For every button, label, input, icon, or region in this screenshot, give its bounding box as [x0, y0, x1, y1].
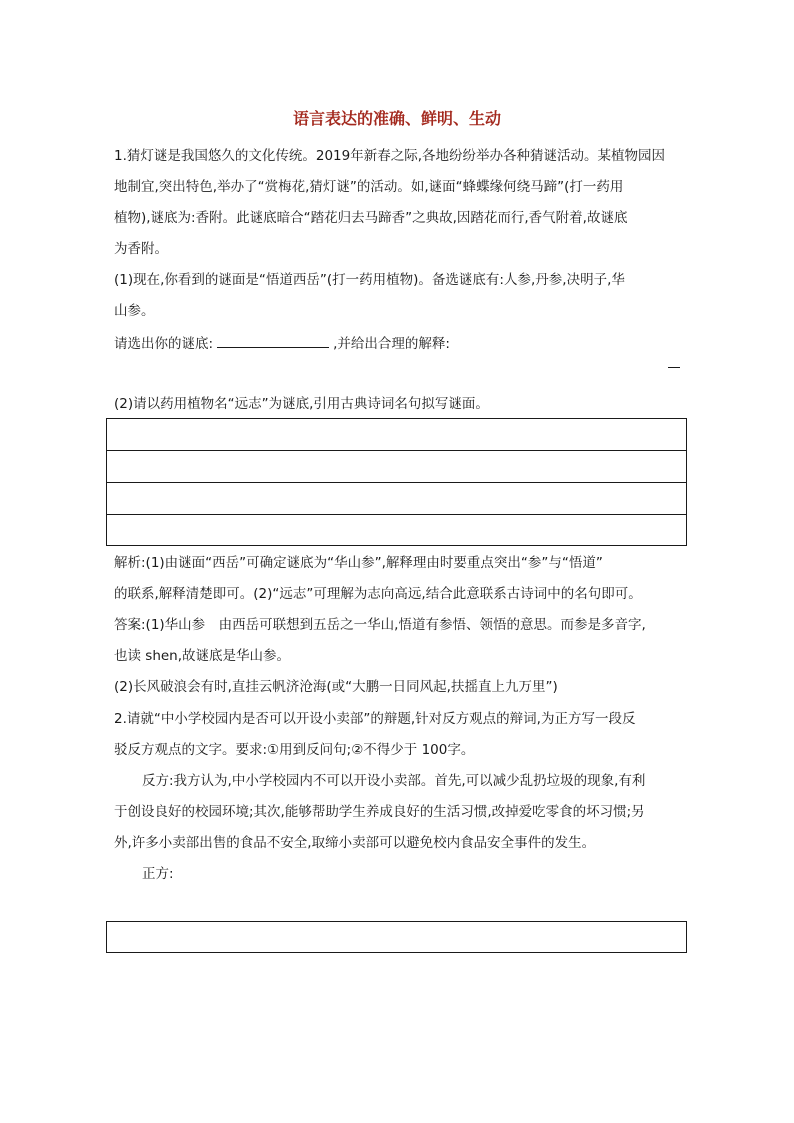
prompt-after: ,并给出合理的解释: [333, 336, 450, 352]
q1-sub1-line-2: 山参。 [114, 303, 155, 319]
opponent-line-3: 外,许多小卖部出售的食品不安全,取缔小卖部可以避免校内食品安全事件的发生。 [114, 835, 596, 851]
writing-line[interactable] [107, 451, 686, 483]
analysis-line-2: 的联系,解释清楚即可。(2)“远志”可理解为志向高远,结合此意联系古诗词中的名句即可。 [114, 586, 642, 602]
rebuttal-writing-box[interactable] [106, 921, 687, 953]
q1-line-2: 地制宜,突出特色,举办了“赏梅花,猜灯谜”的活动。如,谜面“蜂蝶缘何绕马蹄”(打一药用 [114, 179, 624, 195]
answer-line-1: 答案:(1)华山参 由西岳可联想到五岳之一华山,悟道有参悟、领悟的意思。而参是多音字, [114, 617, 646, 633]
answer-prompt-line [114, 333, 450, 354]
prompt-before: 请选出你的谜底: [114, 336, 214, 352]
answer-blank[interactable] [217, 333, 329, 348]
q1-line-4: 为香附。 [114, 241, 168, 257]
answer-line-3: (2)长风破浪会有时,直挂云帆济沧海(或“大鹏一日同风起,扶摇直上九万里”) [114, 679, 558, 695]
page-title: 语言表达的准确、鲜明、生动 [292, 109, 501, 128]
opponent-line-1: 反方:我方认为,中小学校园内不可以开设小卖部。首先,可以减少乱扔垃圾的现象,有利 [142, 773, 646, 789]
q1-sub1-line-1: (1)现在,你看到的谜面是“悟道西岳”(打一药用植物)。备选谜底有:人参,丹参,决明子,华 [114, 272, 625, 288]
q1-line-3: 植物),谜底为:香附。此谜底暗合“踏花归去马蹄香”之典故,因踏花而行,香气附着,故谜底 [114, 210, 628, 226]
proponent-label: 正方: [142, 866, 174, 882]
q2-line-2: 驳反方观点的文字。要求:①用到反问句;②不得少于 100字。 [114, 742, 475, 758]
q2-line-1: 2.请就“中小学校园内是否可以开设小卖部”的辩题,针对反方观点的辩词,为正方写一段反 [114, 711, 636, 727]
q1-sub2: (2)请以药用植物名“远志”为谜底,引用古典诗词名句拟写谜面。 [114, 396, 489, 412]
writing-line[interactable] [107, 515, 686, 547]
q1-line-1: 1.猜灯谜是我国悠久的文化传统。2019年新春之际,各地纷纷举办各种猜谜活动。某植物园因 [114, 148, 666, 164]
writing-line[interactable] [107, 419, 686, 451]
opponent-line-2: 于创设良好的校园环境;其次,能够帮助学生养成良好的生活习惯,改掉爱吃零食的坏习惯;另 [114, 804, 645, 820]
writing-line[interactable] [107, 483, 686, 515]
analysis-line-1: 解析:(1)由谜面“西岳”可确定谜底为“华山参”,解释理由时要重点突出“参”与“悟道” [114, 555, 603, 571]
answer-end-dash [668, 367, 680, 368]
answer-line-2: 也读 shen,故谜底是华山参。 [114, 648, 291, 664]
riddle-writing-box[interactable] [106, 418, 687, 546]
